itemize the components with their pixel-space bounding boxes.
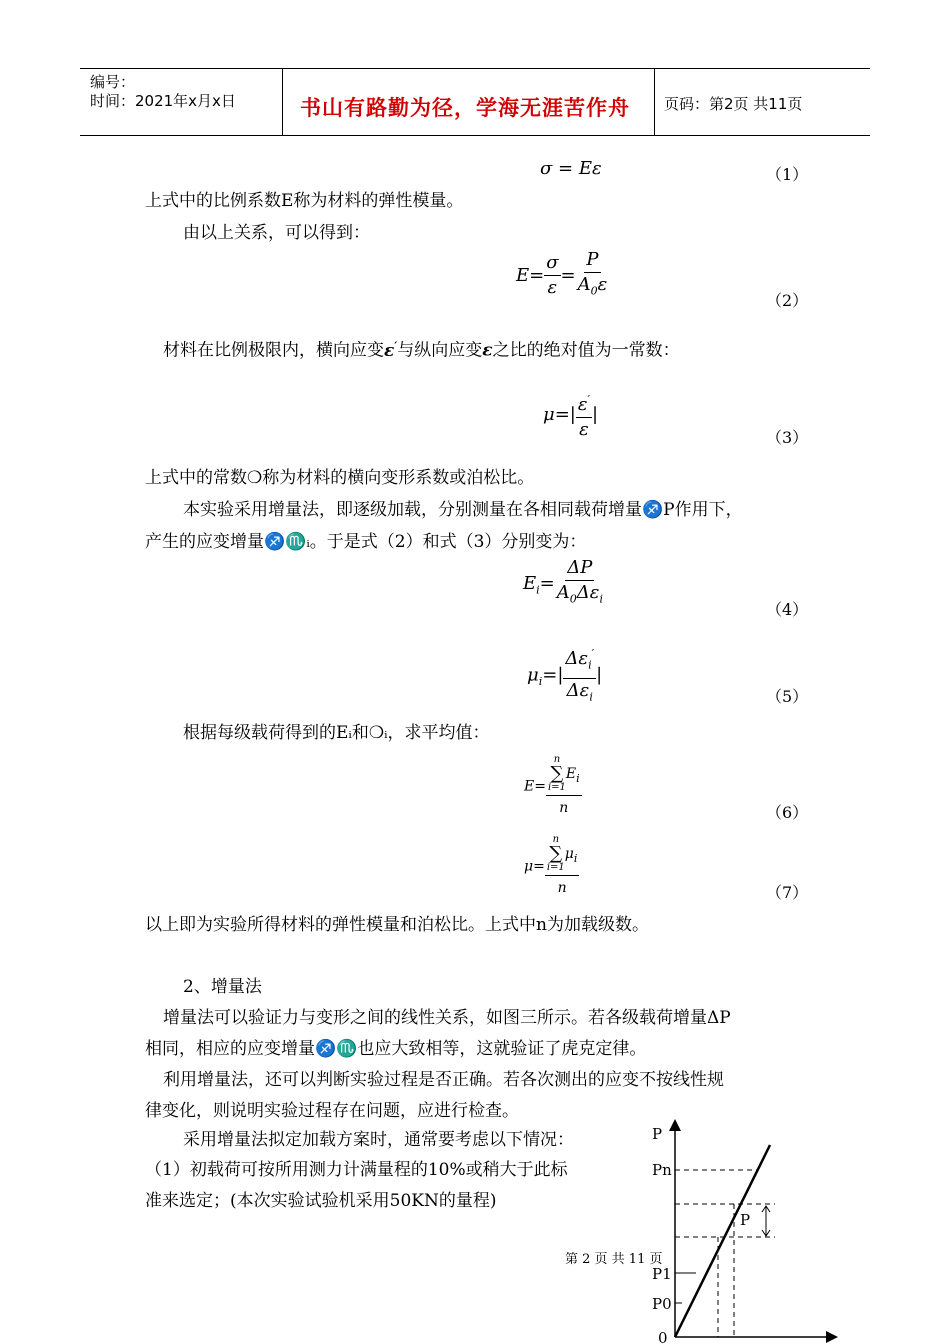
paragraph-hooke: 相同，相应的应变增量♐♏也应大致相等，这就验证了虎克定律。 — [145, 1039, 647, 1059]
paragraph-relation: 由以上关系，可以得到： — [183, 223, 370, 243]
equation-2-number: （2） — [766, 291, 809, 310]
paragraph-range: 准来选定；(本次实验试验机采用50KN的量程) — [145, 1191, 497, 1211]
load-line — [675, 1145, 770, 1337]
header-time: 时间：2021年x月x日 — [90, 92, 236, 110]
symbol-epsilon: ε — [482, 340, 493, 361]
text-longitudinal-strain: 与纵向应变 — [397, 340, 483, 361]
paragraph-strain-increment: 产生的应变增量♐♏ᵢ。于是式（2）和式（3）分别变为： — [145, 532, 587, 552]
tick-origin: 0 — [658, 1329, 668, 1344]
text-lateral-strain: 材料在比例极限内，横向应变 — [163, 340, 384, 361]
tick-pn: Pn — [652, 1161, 672, 1179]
paragraph-poisson-intro — [163, 335, 680, 362]
equation-3-number: （3） — [766, 428, 809, 447]
paragraph-conclusion: 以上即为实验所得材料的弹性模量和泊松比。上式中n为加载级数。 — [145, 915, 649, 935]
equation-4: $E_i=$ $\frac{\Delta P}{A_0\Delta\varepsilon_i}$ — [523, 557, 603, 606]
header-top-rule — [80, 68, 870, 69]
symbol-epsilon-prime: ε′ — [384, 339, 398, 361]
paragraph-linear-relation: 增量法可以验证力与变形之间的线性关系，如图三所示。若各级载荷增量ΔP — [163, 1008, 731, 1028]
paragraph-poisson-ratio: 上式中的常数❍称为材料的横向变形系数或泊松比。 — [145, 468, 535, 488]
page-footer: 第 2 页 共 11 页 — [565, 1252, 663, 1267]
header-page-info: 页码：第2页 共11页 — [664, 95, 803, 113]
paragraph-inspect: 律变化，则说明实验过程存在问题，应进行检查。 — [145, 1101, 519, 1121]
equation-2: E= $\frac{\sigma}{\varepsilon}$ = $\frac{P}{A_0\varepsilon}$ — [516, 249, 608, 299]
text-ratio-constant: 之比的绝对值为一常数： — [492, 340, 680, 361]
header-bottom-rule — [80, 135, 870, 136]
paragraph-elastic-modulus: 上式中的比例系数E称为材料的弹性模量。 — [145, 191, 464, 211]
equation-6: E= n ∑ i=1 $E_i$ n — [524, 754, 580, 816]
equation-1: σ = Eε — [540, 158, 602, 179]
equation-1-number: （1） — [766, 165, 809, 184]
paragraph-average: 根据每级载荷得到的Eᵢ和❍ᵢ，求平均值： — [183, 723, 490, 743]
equation-3: μ=| $\frac{\varepsilon'}{\varepsilon}$ | — [543, 390, 598, 440]
equation-4-number: （4） — [766, 600, 809, 619]
header-motto: 书山有路勤为径，学海无涯苦作舟 — [300, 96, 630, 120]
paragraph-check-process: 利用增量法，还可以判断实验过程是否正确。若各次测出的应变不按线性规 — [163, 1070, 724, 1090]
header-number-label: 编号： — [90, 73, 136, 91]
equation-7: μ= n ∑ i=1 $\mu_i$ n — [524, 834, 578, 896]
paragraph-loading-plan: 采用增量法拟定加载方案时，通常要考虑以下情况： — [183, 1130, 574, 1150]
load-increment-graph — [640, 1115, 840, 1344]
equation-5: $\mu_i=|$ $\frac{\Delta\varepsilon_i'}{\Delta\varepsilon_i}$ | — [527, 644, 602, 707]
delta-p-label: P — [740, 1211, 751, 1229]
equation-5-number: （5） — [766, 687, 809, 706]
tick-p1: P1 — [652, 1265, 672, 1283]
header-divider-1 — [282, 68, 283, 136]
paragraph-increment-method: 本实验采用增量法，即逐级加载，分别测量在各相同载荷增量♐P作用下， — [183, 500, 743, 520]
tick-p0: P0 — [652, 1295, 672, 1313]
paragraph-initial-load: （1）初载荷可按所用测力计满量程的10%或稍大于此标 — [145, 1160, 568, 1180]
equation-6-number: （6） — [766, 803, 809, 822]
header-divider-2 — [654, 68, 655, 136]
equation-7-number: （7） — [766, 883, 809, 902]
section-heading-increment: 2、增量法 — [183, 977, 262, 997]
y-axis-label: P — [652, 1125, 663, 1143]
